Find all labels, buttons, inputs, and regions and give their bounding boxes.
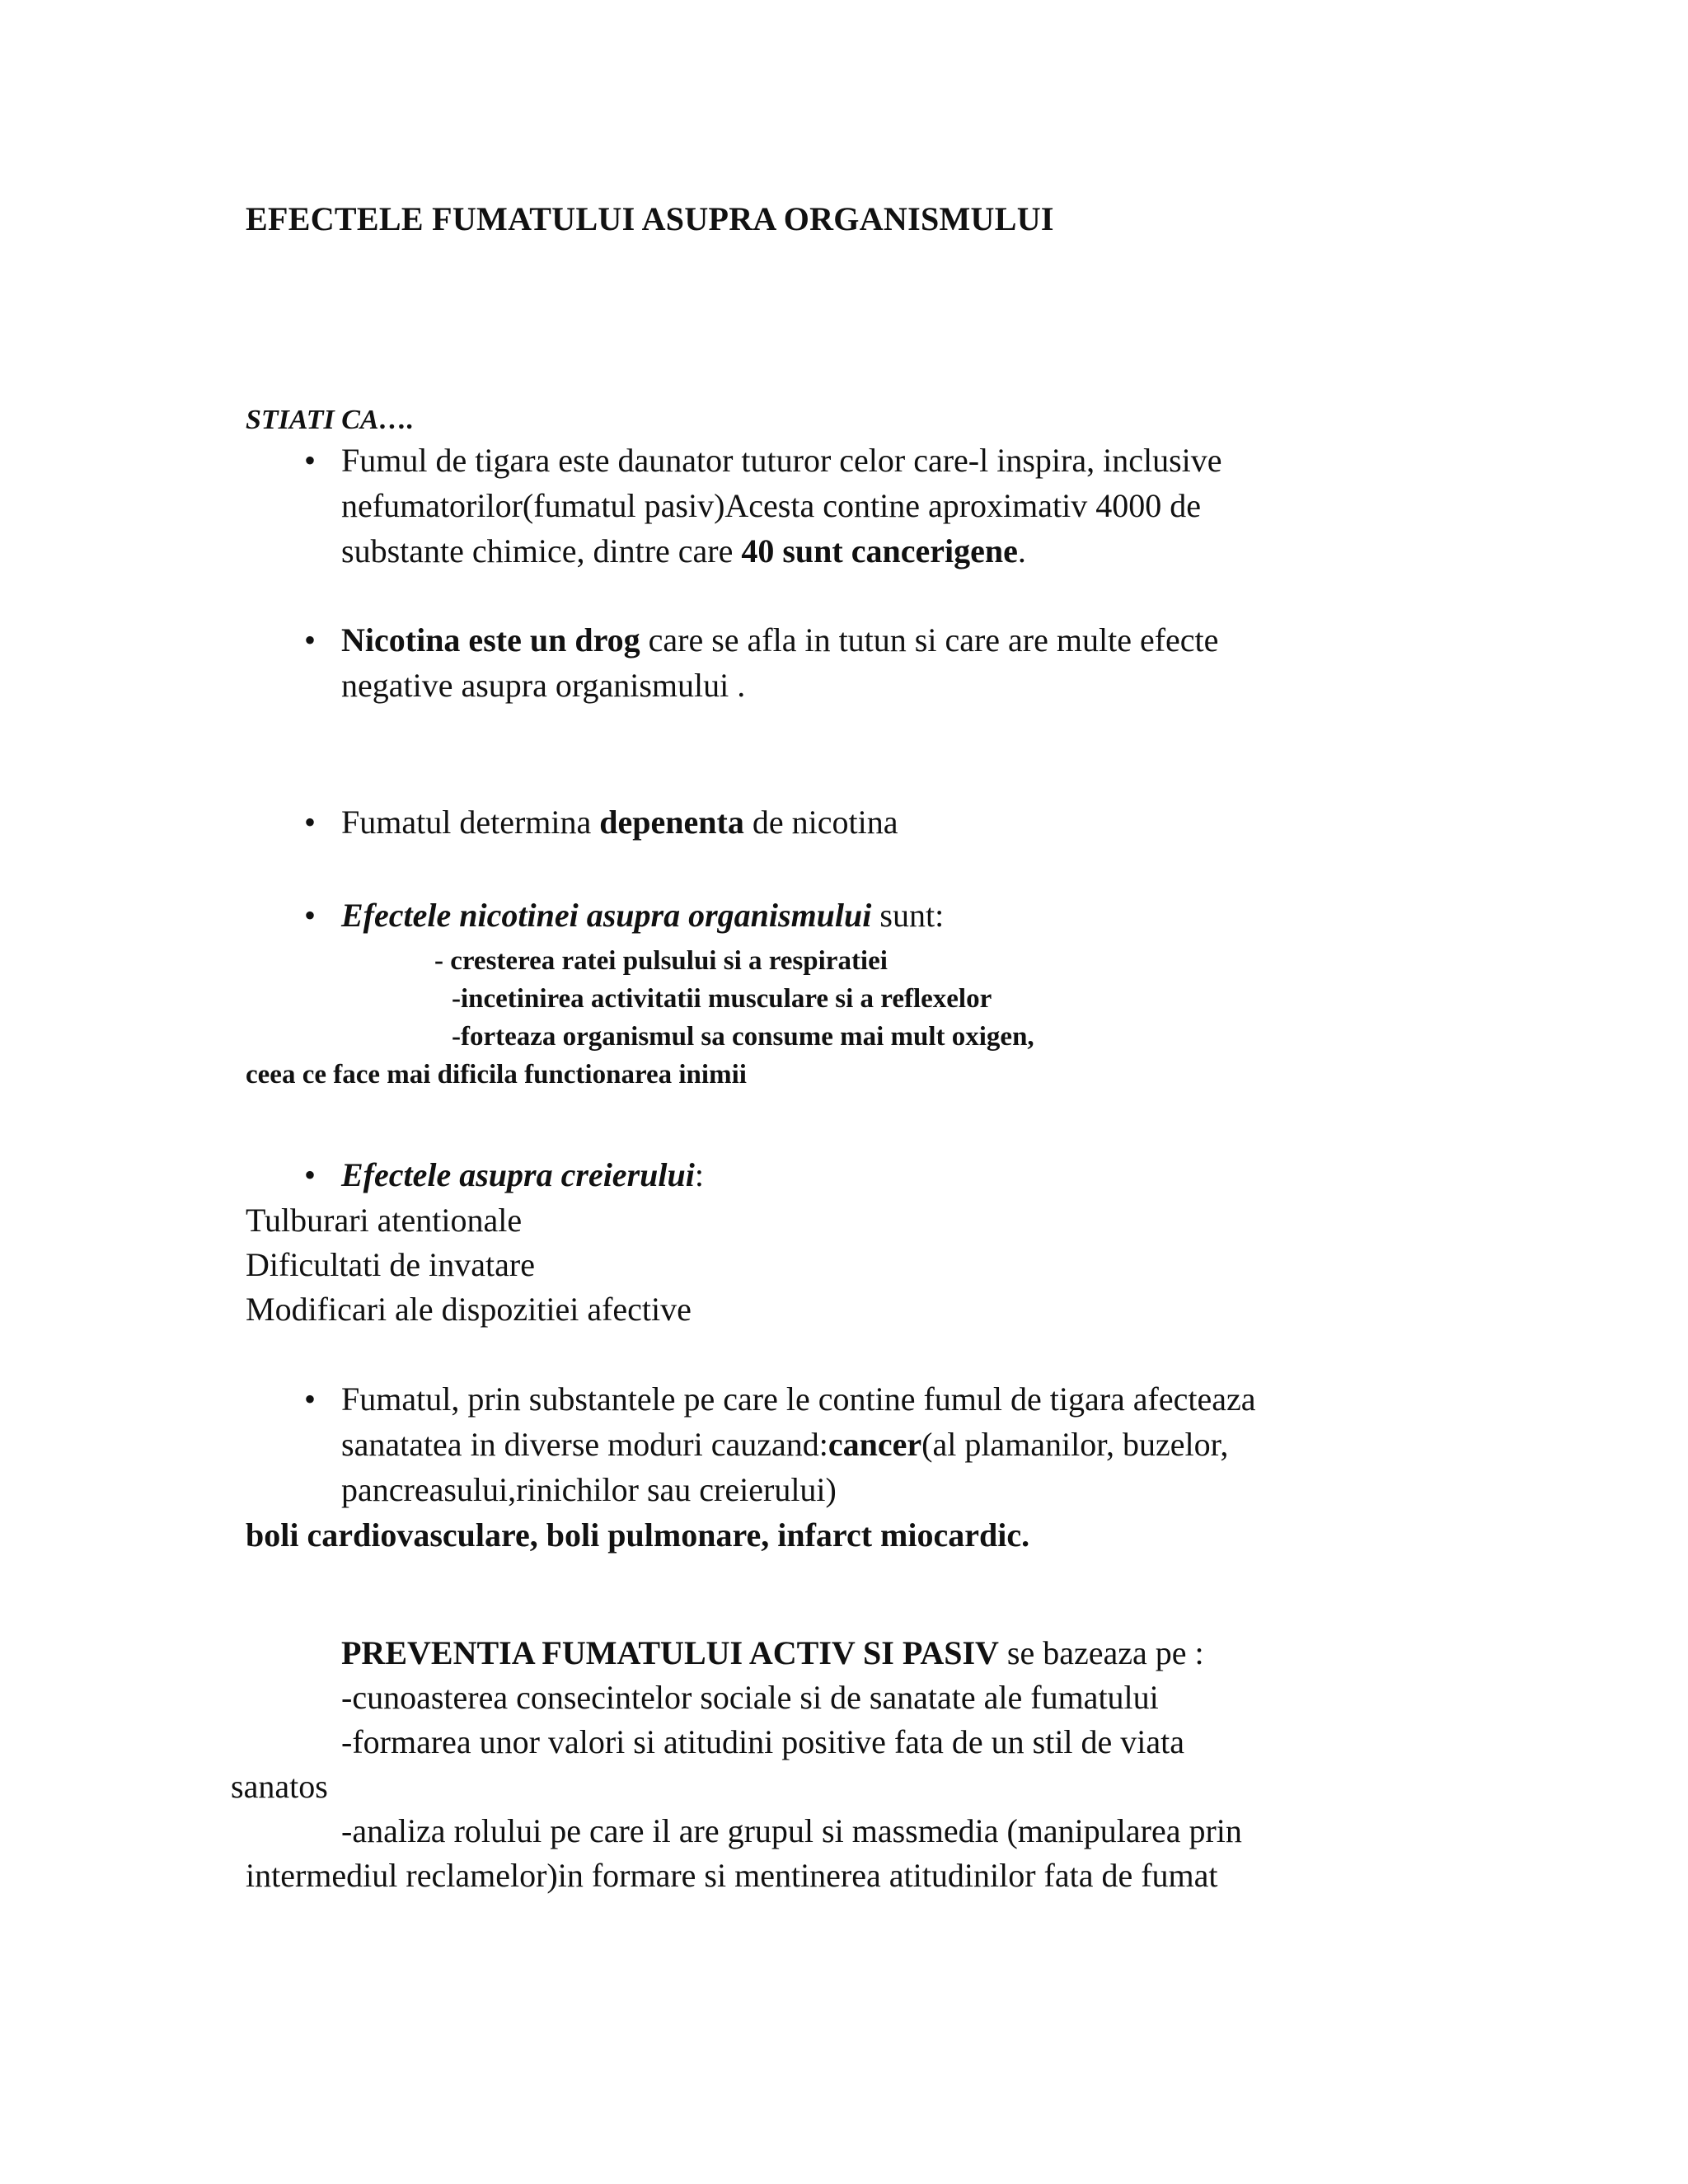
bullet-line: pancreasului,rinichilor sau creierului) <box>341 1471 837 1508</box>
bullet-line: Fumul de tigara este daunator tuturor celor care-l inspira, inclusive <box>341 442 1222 479</box>
effect-item: -forteaza organismul sa consume mai mult oxigen, <box>452 1022 1034 1052</box>
text-run: sunt: <box>871 897 945 934</box>
brain-effect-item: Modificari ale dispozitiei afective <box>246 1291 692 1328</box>
prevention-item: -analiza rolului pe care il are grupul si massmedia (manipularea prin <box>341 1812 1242 1849</box>
bullet-line: Fumatul, prin substantele pe care le contine fumul de tigara afecteaza <box>341 1380 1256 1418</box>
brain-effect-item: Dificultati de invatare <box>246 1246 535 1283</box>
bullet-dot-icon: • <box>303 1156 316 1193</box>
bullet-line <box>341 617 1218 663</box>
text-run: (al plamanilor, buzelor, <box>921 1426 1229 1463</box>
diseases-continuation: boli cardiovasculare, boli pulmonare, infarct miocardic. <box>246 1516 1030 1554</box>
bullet-dot-icon: • <box>303 1380 316 1418</box>
effect-item: -incetinirea activitatii musculare si a reflexelor <box>452 984 992 1014</box>
bullet-line <box>341 799 898 846</box>
bold-text-run: 40 sunt cancerigene <box>741 532 1018 569</box>
bold-italic-text-run: Efectele nicotinei asupra organismului <box>341 897 872 934</box>
text-run: Fumatul determina <box>341 804 600 841</box>
prevention-item-continuation: sanatos <box>231 1768 328 1805</box>
bullet-line <box>341 1422 1228 1468</box>
text-run: se bazeaza pe : <box>998 1634 1204 1671</box>
bold-text-run: depenenta <box>599 804 744 841</box>
text-run: care se afla in tutun si care are multe efecte <box>640 621 1219 658</box>
text-run: : <box>694 1156 704 1193</box>
bullet-line: negative asupra organismului . <box>341 667 746 704</box>
bullet-dot-icon: • <box>303 804 316 841</box>
bullet-dot-icon: • <box>303 897 316 934</box>
prevention-item: -cunoasterea consecintelor sociale si de sanatate ale fumatului <box>341 1679 1159 1716</box>
bold-text-run: PREVENTIA FUMATULUI ACTIV SI PASIV <box>341 1634 999 1671</box>
bullet-line <box>341 893 944 939</box>
brain-effect-item: Tulburari atentionale <box>246 1202 523 1239</box>
bullet-line: nefumatorilor(fumatul pasiv)Acesta contine aproximativ 4000 de <box>341 487 1202 524</box>
document-title: EFECTELE FUMATULUI ASUPRA ORGANISMULUI <box>246 200 1054 237</box>
text-run: . <box>1017 532 1026 569</box>
prevention-item-continuation: intermediul reclamelor)in formare si mentinerea atitudinilor fata de fumat <box>246 1857 1218 1894</box>
text-run: sanatatea in diverse moduri cauzand: <box>341 1426 828 1463</box>
effect-item: - cresterea ratei pulsului si a respiratiei <box>434 946 888 976</box>
prevention-item: -formarea unor valori si atitudini positive fata de un stil de viata <box>341 1723 1185 1760</box>
prevention-heading <box>341 1630 1204 1676</box>
text-run: de nicotina <box>743 804 898 841</box>
bullet-dot-icon: • <box>303 621 316 658</box>
bold-italic-text-run: Efectele asupra creierului <box>341 1156 695 1193</box>
bullet-line <box>341 528 1026 574</box>
bullet-line <box>341 1152 704 1198</box>
text-run: substante chimice, dintre care <box>341 532 742 569</box>
effect-continuation: ceea ce face mai dificila functionarea inimii <box>246 1060 747 1090</box>
bold-text-run: Nicotina este un drog <box>341 621 640 658</box>
intro-heading: STIATI CA…. <box>246 405 415 435</box>
bold-text-run: cancer <box>828 1426 922 1463</box>
bullet-dot-icon: • <box>303 442 316 479</box>
